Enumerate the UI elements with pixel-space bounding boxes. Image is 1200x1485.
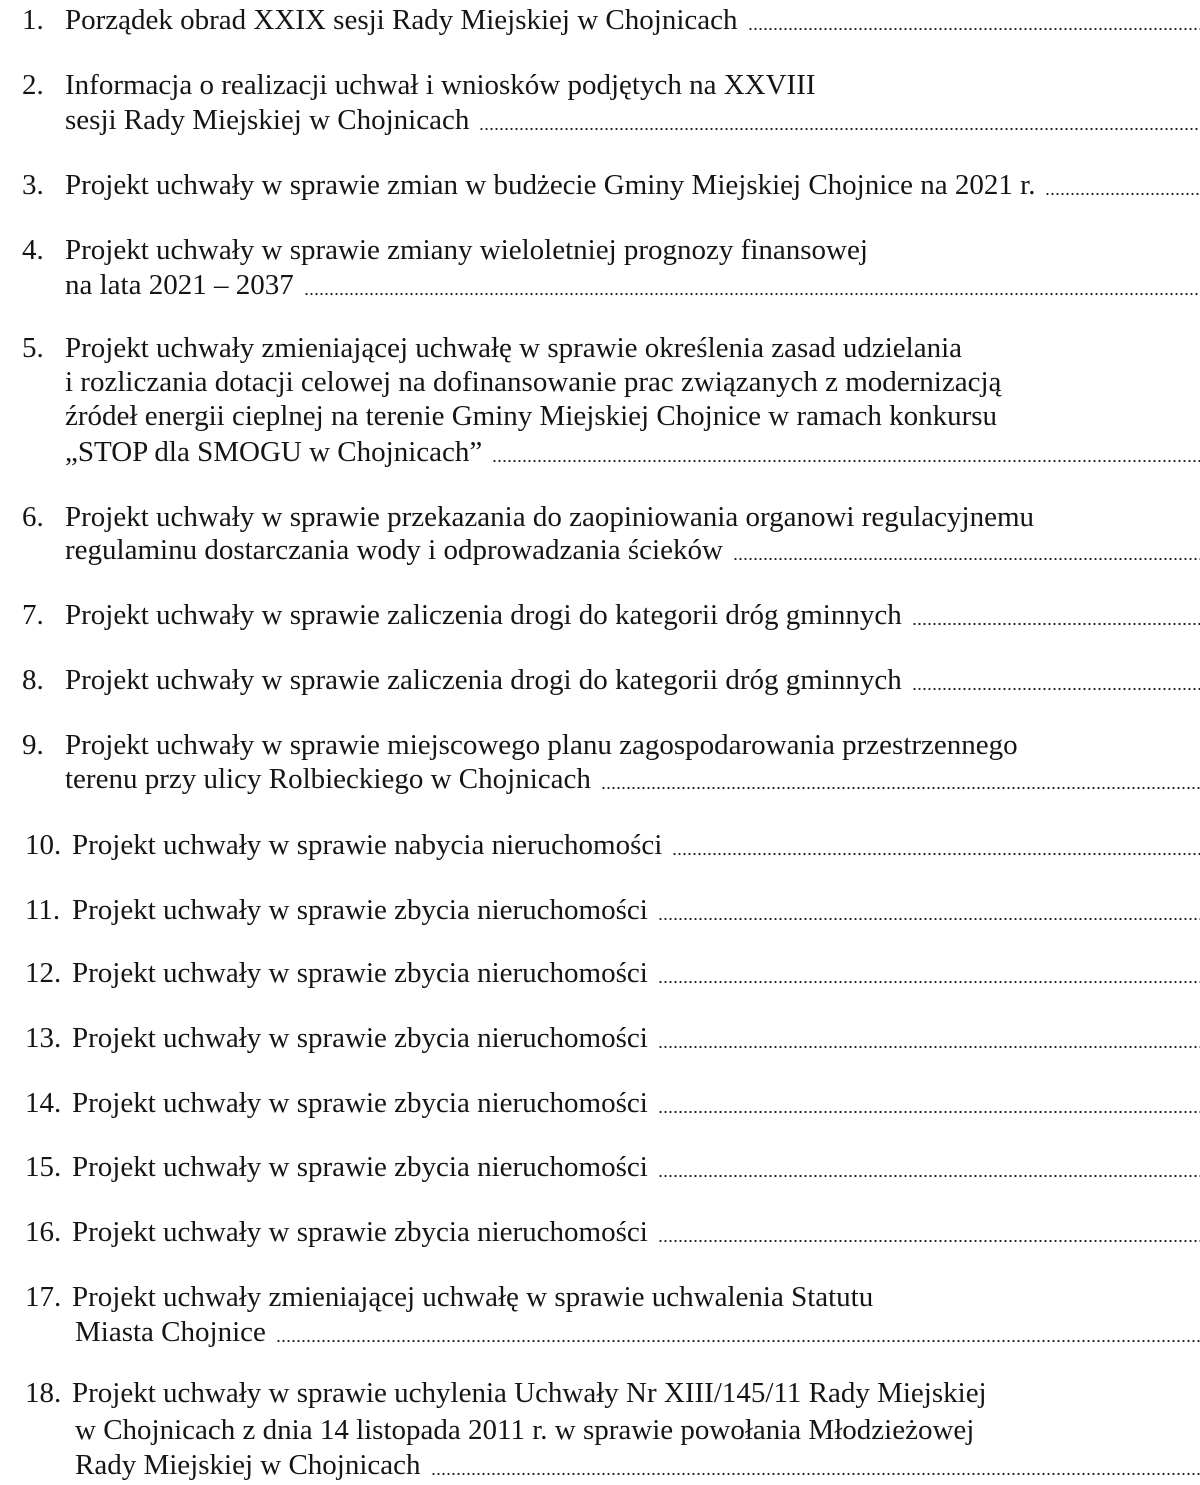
item-number: 8.	[22, 664, 44, 696]
item-text: Projekt uchwały w sprawie zbycia nieruchomości	[72, 1087, 648, 1119]
item-text: Projekt uchwały zmieniającej uchwałę w sprawie uchwalenia Statutu	[72, 1281, 874, 1313]
agenda-item-line	[0, 233, 1200, 268]
item-number: 5.	[22, 332, 44, 364]
item-text: Projekt uchwały w sprawie zbycia nieruchomości	[72, 1151, 648, 1183]
item-number: 9.	[22, 729, 44, 761]
dot-leader	[304, 268, 1200, 303]
item-number: 15.	[25, 1151, 62, 1183]
agenda-item-line	[0, 435, 1200, 470]
item-text: Projekt uchwały w sprawie zaliczenia drogi do kategorii dróg gminnych	[65, 664, 902, 696]
item-text: Projekt uchwały w sprawie zbycia nieruchomości	[72, 1216, 648, 1248]
item-text: Projekt uchwały w sprawie zbycia nieruchomości	[72, 894, 648, 926]
item-number: 6.	[22, 501, 44, 533]
agenda-item-line	[0, 68, 1200, 103]
item-text: Rady Miejskiej w Chojnicach	[75, 1449, 421, 1481]
agenda-item-line	[0, 1280, 1200, 1315]
agenda-item-line	[0, 598, 1200, 633]
item-number: 10.	[25, 829, 62, 861]
item-text: Projekt uchwały w sprawie przekazania do zaopiniowania organowi regulacyjnemu	[65, 501, 1035, 533]
agenda-item-line	[0, 399, 1200, 434]
agenda-item-line	[0, 168, 1200, 203]
item-text: „STOP dla SMOGU w Chojnicach”	[65, 436, 483, 468]
item-text: Projekt uchwały w sprawie zaliczenia drogi do kategorii dróg gminnych	[65, 599, 902, 631]
agenda-item-line	[0, 956, 1200, 991]
item-text: Projekt uchwały w sprawie zbycia nieruchomości	[72, 957, 648, 989]
dot-leader	[658, 1021, 1200, 1056]
item-number: 1.	[22, 4, 44, 36]
item-text: Projekt uchwały zmieniającej uchwałę w sprawie określenia zasad udzielania	[65, 332, 963, 364]
agenda-item-line	[0, 1150, 1200, 1185]
agenda-item-line	[0, 268, 1200, 303]
dot-leader	[601, 762, 1200, 797]
dot-leader	[658, 1150, 1200, 1185]
item-number: 3.	[22, 169, 44, 201]
agenda-item-line	[0, 3, 1200, 38]
dot-leader	[658, 1215, 1200, 1250]
dot-leader	[1045, 168, 1200, 203]
dot-leader	[479, 103, 1200, 138]
agenda-item-line	[0, 762, 1200, 797]
item-number: 11.	[25, 894, 61, 926]
item-number: 17.	[25, 1281, 62, 1313]
agenda-item-line	[0, 1021, 1200, 1056]
item-text: Porządek obrad XXIX sesji Rady Miejskiej w Chojnicach	[65, 4, 738, 36]
item-text: Projekt uchwały w sprawie uchylenia Uchwały Nr XIII/145/11 Rady Miejskiej	[72, 1377, 987, 1409]
item-number: 14.	[25, 1087, 62, 1119]
agenda-item-line	[0, 1413, 1200, 1448]
item-text: regulaminu dostarczania wody i odprowadzania ścieków	[65, 534, 723, 566]
agenda-item-line	[0, 828, 1200, 863]
item-text: w Chojnicach z dnia 14 listopada 2011 r. w sprawie powołania Młodzieżowej	[75, 1414, 975, 1446]
agenda-item-line	[0, 500, 1200, 535]
dot-leader	[658, 893, 1200, 928]
dot-leader	[658, 956, 1200, 991]
item-text: źródeł energii cieplnej na terenie Gminy Miejskiej Chojnice w ramach konkursu	[65, 400, 998, 432]
dot-leader	[912, 598, 1200, 633]
agenda-item-line	[0, 893, 1200, 928]
item-number: 2.	[22, 69, 44, 101]
item-text: na lata 2021 – 2037	[65, 269, 294, 301]
item-text: Projekt uchwały w sprawie zbycia nieruchomości	[72, 1022, 648, 1054]
item-text: sesji Rady Miejskiej w Chojnicach	[65, 104, 470, 136]
item-number: 7.	[22, 599, 44, 631]
agenda-item-line	[0, 365, 1200, 400]
dot-leader	[276, 1315, 1200, 1350]
item-text: Projekt uchwały w sprawie nabycia nieruchomości	[72, 829, 663, 861]
agenda-item-line	[0, 1448, 1200, 1483]
item-number: 18.	[25, 1377, 62, 1409]
item-text: Informacja o realizacji uchwał i wniosków podjętych na XXVIII	[65, 69, 816, 101]
dot-leader	[492, 435, 1200, 470]
agenda-item-line	[0, 1376, 1200, 1411]
agenda-item-line	[0, 103, 1200, 138]
item-number: 12.	[25, 957, 62, 989]
dot-leader	[912, 663, 1200, 698]
agenda-item-line	[0, 533, 1200, 568]
agenda-item-line	[0, 728, 1200, 763]
item-number: 13.	[25, 1022, 62, 1054]
agenda-item-line	[0, 331, 1200, 366]
dot-leader	[658, 1086, 1200, 1121]
item-text: Projekt uchwały w sprawie zmian w budżecie Gminy Miejskiej Chojnice na 2021 r.	[65, 169, 1036, 201]
agenda-item-line	[0, 1315, 1200, 1350]
agenda-item-line	[0, 663, 1200, 698]
agenda-item-line	[0, 1215, 1200, 1250]
item-text: Projekt uchwały w sprawie miejscowego planu zagospodarowania przestrzennego	[65, 729, 1018, 761]
item-text: i rozliczania dotacji celowej na dofinansowanie prac związanych z modernizacją	[65, 366, 1002, 398]
agenda-item-line	[0, 1086, 1200, 1121]
item-text: Projekt uchwały w sprawie zmiany wieloletniej prognozy finansowej	[65, 234, 868, 266]
item-number: 16.	[25, 1216, 62, 1248]
item-number: 4.	[22, 234, 44, 266]
item-text: terenu przy ulicy Rolbieckiego w Chojnicach	[65, 763, 591, 795]
dot-leader	[733, 533, 1200, 568]
dot-leader	[431, 1448, 1200, 1483]
dot-leader	[748, 3, 1200, 38]
dot-leader	[672, 828, 1200, 863]
item-text: Miasta Chojnice	[75, 1316, 266, 1348]
